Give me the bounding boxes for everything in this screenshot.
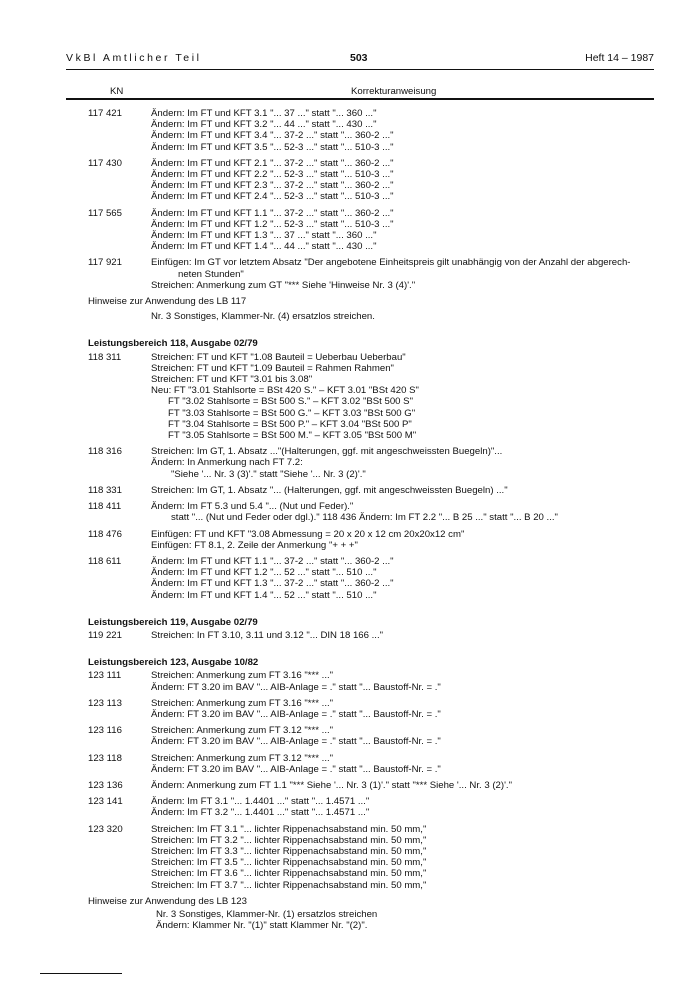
instruction-line: Streichen: Im FT 3.7 "... lichter Rippenachsabstand min. 50 mm," [151, 879, 427, 891]
korrektur-column-header: Korrekturanweisung [351, 86, 437, 97]
hinweise-123-title: Hinweise zur Anwendung des LB 123 [88, 895, 247, 907]
instruction-line: Ändern: Im FT und KFT 3.2 "... 44 ..." statt "... 430 ..." [151, 119, 377, 131]
section-title-lb123: Leistungsbereich 123, Ausgabe 10/82 [88, 657, 259, 669]
instruction-line: Ändern: FT 3.20 im BAV "... AIB-Anlage = ." statt "... Baustoff-Nr. = ." [151, 708, 441, 720]
entry-123111 [88, 670, 658, 692]
instruction-line: Ändern: Im FT und KFT 3.1 "... 37 ..." statt "... 360 ..." [151, 108, 377, 119]
section-title-lb118: Leistungsbereich 118, Ausgabe 02/79 [88, 338, 258, 350]
entry-117921 [88, 257, 658, 291]
instruction-line: Streichen: Anmerkung zum FT 3.16 "*** ..." [151, 697, 334, 709]
instruction-line: Ändern: Im FT und KFT 1.1 "... 37-2 ..." statt "... 360-2 ..." [151, 555, 394, 567]
entry-123118 [88, 753, 658, 775]
instruction-line: Ändern: Im FT und KFT 1.3 "... 37-2 ..." statt "... 360-2 ..." [151, 578, 394, 590]
instruction-line: Streichen: Anmerkung zum FT 3.16 "*** ..." [151, 670, 334, 682]
entry-123116 [88, 725, 658, 747]
hinweise-123-line: Ändern: Klammer Nr. "(1)" statt Klammer Nr. "(2)". [156, 920, 368, 932]
entry-118476 [88, 529, 658, 551]
instruction-line: Streichen: Im FT 3.2 "... lichter Rippenachsabstand min. 50 mm," [151, 834, 427, 846]
kn-number: 118 331 [88, 484, 122, 496]
entry-117430 [88, 158, 658, 203]
kn-number: 123 136 [88, 779, 123, 791]
instruction-line: Ändern: Anmerkung zum FT 1.1 "*** Siehe '... Nr. 3 (1)'." statt "*** Siehe '... Nr. 3 (2)'." [151, 779, 512, 791]
hinweise-117-text: Nr. 3 Sonstiges, Klammer-Nr. (4) ersatzlos streichen. [151, 311, 375, 323]
instruction-line: Streichen: FT und KFT "1.09 Bauteil = Rahmen Rahmen" [151, 362, 394, 374]
instruction-line: FT "3.05 Stahlsorte = BSt 500 M." – KFT 3.05 "BSt 500 M" [168, 430, 417, 442]
footnote-rule [40, 973, 122, 974]
instruction-line: Einfügen: FT und KFT "3.08 Abmessung = 20 x 20 x 12 cm 20x20x12 cm" [151, 528, 465, 540]
entry-123320 [88, 824, 658, 891]
entry-118411 [88, 501, 658, 523]
instruction-line: Streichen: Im FT 3.5 "... lichter Rippenachsabstand min. 50 mm," [151, 857, 427, 869]
instruction-line: Ändern: Im FT und KFT 1.4 "... 52 ..." statt "... 510 ..." [151, 589, 377, 601]
instruction-line: Einfügen: Im GT vor letztem Absatz "Der angebotene Einheitspreis gilt unabhängig von der Anzahl der abgerech- [151, 257, 631, 269]
kn-number: 118 411 [88, 501, 122, 513]
instruction-line: FT "3.02 Stahlsorte = BSt 500 S." – KFT 3.02 "BSt 500 S" [168, 396, 413, 408]
instruction-line: Ändern: Im FT und KFT 1.4 "... 44 ..." statt "... 430 ..." [151, 241, 377, 253]
instruction-line: Streichen: FT und KFT "1.08 Bauteil = Ueberbau Ueberbau" [151, 351, 406, 363]
instruction-line: Neu: FT "3.01 Stahlsorte = BSt 420 S." – KFT 3.01 "BSt 420 S" [151, 385, 419, 397]
instruction-line: Streichen: Im FT 3.3 "... lichter Rippenachsabstand min. 50 mm," [151, 845, 427, 857]
header-rule [66, 69, 654, 70]
instruction-line: Ändern: Im FT 3.2 "... 1.4401 ..." statt "... 1.4571 ..." [151, 807, 370, 819]
entry-119221 [88, 630, 658, 641]
kn-number: 123 113 [88, 697, 122, 709]
instruction-line: Ändern: Im FT und KFT 3.5 "... 52-3 ..." statt "... 510-3 ..." [151, 141, 394, 153]
correction-list [0, 108, 700, 937]
kn-column-header: KN [110, 86, 124, 97]
instruction-line: "Siehe '... Nr. 3 (3)'." statt "Siehe '... Nr. 3 (2)'." [171, 468, 366, 480]
instruction-line: Streichen: FT und KFT "3.01 bis 3.08" [151, 374, 313, 386]
section-title-lb119: Leistungsbereich 119, Ausgabe 02/79 [88, 616, 258, 628]
entry-118331 [88, 485, 658, 496]
kn-number: 123 320 [88, 823, 123, 835]
instruction-line: Ändern: Im FT und KFT 1.1 "... 37-2 ..." statt "... 360-2 ..." [151, 207, 394, 219]
kn-number: 117 430 [88, 157, 122, 169]
instruction-line: statt "... (Nut und Feder oder dgl.)." 118 436 Ändern: Im FT 2.2 "... B 25 ..." statt "... B 20 ..." [171, 512, 558, 524]
kn-number: 117 921 [88, 257, 122, 269]
instruction-line: Ändern: Im FT 3.1 "... 1.4401 ..." statt "... 1.4571 ..." [151, 796, 370, 808]
instruction-line: Ändern: Im FT und KFT 2.1 "... 37-2 ..." statt "... 360-2 ..." [151, 157, 394, 169]
instruction-line: Ändern: Im FT und KFT 2.3 "... 37-2 ..." statt "... 360-2 ..." [151, 180, 394, 192]
entry-123136 [88, 780, 658, 791]
instruction-line: Einfügen: FT 8.1, 2. Zeile der Anmerkung "+ + +" [151, 539, 358, 551]
instruction-line: Streichen: In FT 3.10, 3.11 und 3.12 "... DIN 18 166 ..." [151, 629, 384, 641]
kn-number: 117 565 [88, 207, 122, 219]
hinweise-123-line: Nr. 3 Sonstiges, Klammer-Nr. (1) ersatzlos streichen [156, 908, 378, 920]
kn-number: 123 141 [88, 796, 123, 808]
journal-title: VkBl Amtlicher Teil [66, 52, 202, 64]
entry-118311 [88, 352, 658, 442]
entry-117421 [88, 108, 658, 153]
kn-number: 118 611 [88, 555, 122, 567]
kn-number: 118 316 [88, 446, 122, 458]
entry-123141 [88, 796, 658, 818]
entry-118316 [88, 446, 658, 480]
page-number: 503 [350, 52, 368, 64]
instruction-line: Ändern: FT 3.20 im BAV "... AIB-Anlage = ." statt "... Baustoff-Nr. = ." [151, 681, 441, 693]
entry-118611 [88, 556, 658, 601]
instruction-line: Streichen: Im FT 3.1 "... lichter Rippenachsabstand min. 50 mm," [151, 823, 427, 835]
instruction-line: Ändern: Im FT 5.3 und 5.4 "... (Nut und Feder)." [151, 501, 354, 513]
kn-number: 118 311 [88, 351, 122, 363]
instruction-line: FT "3.03 Stahlsorte = BSt 500 G." – KFT 3.03 "BSt 500 G" [168, 407, 416, 419]
instruction-line: Ändern: Im FT und KFT 1.2 "... 52-3 ..." statt "... 510-3 ..." [151, 218, 394, 230]
instruction-line: Ändern: FT 3.20 im BAV "... AIB-Anlage = ." statt "... Baustoff-Nr. = ." [151, 763, 441, 775]
instruction-line: Streichen: Anmerkung zum FT 3.12 "*** ..." [151, 725, 334, 737]
entry-117565 [88, 208, 658, 253]
kn-number: 119 221 [88, 629, 122, 641]
instruction-line: Ändern: Im FT und KFT 3.4 "... 37-2 ..." statt "... 360-2 ..." [151, 130, 394, 142]
instruction-line: FT "3.04 Stahlsorte = BSt 500 P." – KFT 3.04 "BSt 500 P" [168, 418, 412, 430]
hinweise-123-lines [156, 909, 700, 931]
kn-number: 123 111 [88, 670, 122, 682]
instruction-line: Ändern: Im FT und KFT 2.4 "... 52-3 ..." statt "... 510-3 ..." [151, 191, 394, 203]
instruction-line: Ändern: Im FT und KFT 1.2 "... 52 ..." statt "... 510 ..." [151, 567, 377, 579]
instruction-line: Streichen: Anmerkung zum FT 3.12 "*** ..." [151, 752, 334, 764]
kn-number: 123 116 [88, 725, 122, 737]
kn-number: 117 421 [88, 108, 122, 119]
kn-number: 123 118 [88, 752, 122, 764]
entry-123113 [88, 698, 658, 720]
instruction-line: neten Stunden" [178, 268, 244, 280]
instruction-line: Ändern: Im FT und KFT 1.3 "... 37 ..." statt "... 360 ..." [151, 230, 377, 242]
column-header-rule [66, 98, 654, 100]
issue-label: Heft 14 – 1987 [585, 52, 654, 64]
instruction-line: Streichen: Im GT, 1. Absatz ..."(Halterungen, ggf. mit angeschweissten Buegeln)"... [151, 446, 503, 458]
kn-number: 118 476 [88, 528, 122, 540]
instruction-line: Streichen: Anmerkung zum GT "*** Siehe 'Hinweise Nr. 3 (4)'." [151, 279, 416, 291]
instruction-line: Ändern: In Anmerkung nach FT 7.2: [151, 457, 303, 469]
instruction-line: Ändern: Im FT und KFT 2.2 "... 52-3 ..." statt "... 510-3 ..." [151, 169, 394, 181]
page-header [66, 52, 654, 66]
instruction-line: Streichen: Im GT, 1. Absatz "... (Halterungen, ggf. mit angeschweissten Buegeln) ..." [151, 484, 508, 496]
hinweise-117-title: Hinweise zur Anwendung des LB 117 [88, 296, 247, 308]
instruction-line: Streichen: Im FT 3.6 "... lichter Rippenachsabstand min. 50 mm," [151, 868, 427, 880]
instruction-line: Ändern: FT 3.20 im BAV "... AIB-Anlage = ." statt "... Baustoff-Nr. = ." [151, 736, 441, 748]
